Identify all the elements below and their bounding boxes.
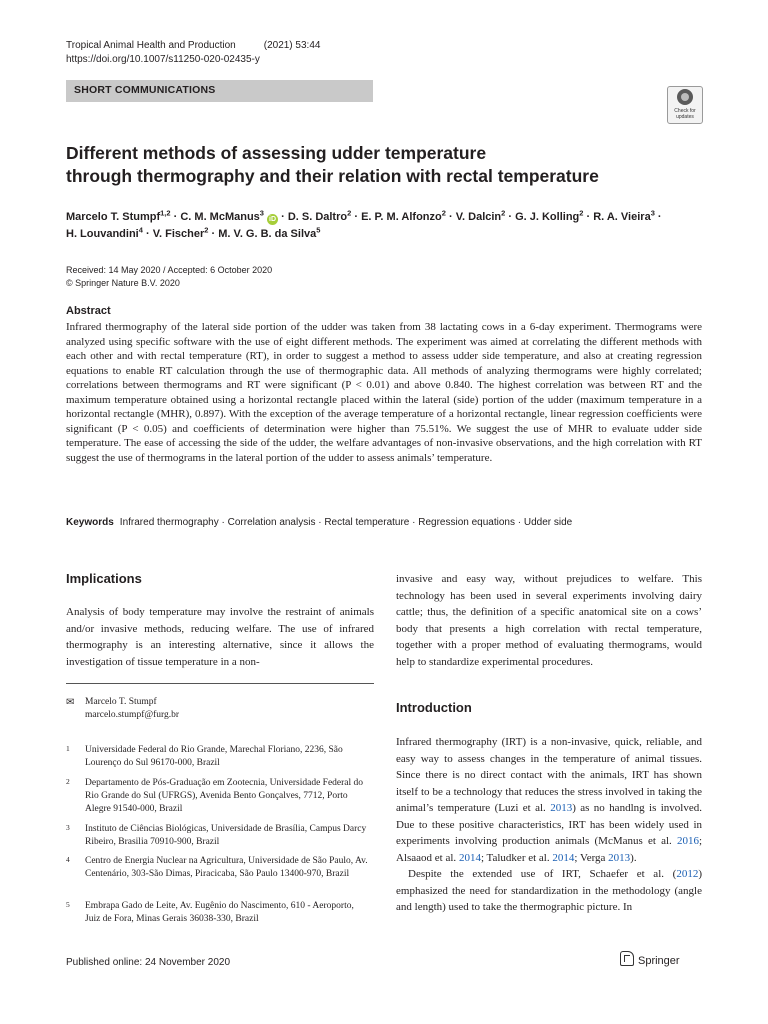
introduction-heading: Introduction — [396, 700, 472, 715]
title-line-1: Different methods of assessing udder temperature — [66, 143, 487, 163]
author-aff: 3 — [259, 208, 264, 218]
affiliation-text: Departamento de Pós-Graduação em Zootecnia, Universidade Federal do Rio Grande do Sul (UFRGS), Avenida Bento Gonçalves, 7712, Porto Alegre 91540-000, Brazil — [85, 778, 364, 814]
springer-logo — [620, 951, 680, 967]
author-name[interactable]: G. J. Kolling — [515, 211, 580, 223]
intro-text: ; Verga — [574, 851, 609, 864]
check-updates-icon — [677, 89, 693, 105]
author-name[interactable]: H. Louvandini — [66, 228, 139, 240]
author-name[interactable]: R. A. Vieira — [593, 211, 651, 223]
author-aff: 2 — [501, 208, 506, 218]
citation-link[interactable]: 2014 — [552, 851, 575, 864]
affiliation-text: Universidade Federal do Rio Grande, Marechal Floriano, 2236, São Lourenço do Sul 96170-000, Brazil — [85, 745, 343, 768]
author-aff: 2 — [347, 208, 352, 218]
author-name[interactable]: V. Fischer — [152, 228, 205, 240]
author-name[interactable]: V. Dalcin — [455, 211, 502, 223]
footnote-divider — [66, 683, 374, 684]
check-updates-line2: updates — [676, 114, 694, 120]
springer-horse-icon — [620, 951, 634, 966]
affiliation-text: Embrapa Gado de Leite, Av. Eugênio do Nascimento, 610 - Aeroporto, Juiz de Fora, Minas Gerais 36038-330, Brazil — [85, 901, 354, 924]
intro-text: ). — [630, 851, 637, 864]
abstract-heading: Abstract — [66, 305, 111, 317]
author-name[interactable]: D. S. Daltro — [287, 211, 348, 223]
citation-link[interactable]: 2016 — [676, 835, 699, 847]
author-aff: 5 — [316, 225, 321, 235]
implications-text: Analysis of body temperature may involve the restraint of animals and/or invasive methods, reducing welfare. The use of infrared thermography is an interesting alternative, since it allows the investigation of tissue temperature in a non- — [66, 606, 374, 668]
affiliation-text: Centro de Energia Nuclear na Agricultura, Universidade de São Paulo, Av. Centenário, 303-São Dimas, Piracicaba, São Paulo 13400-970, Brazil — [85, 856, 368, 879]
author-line-2: H. Louvandini$^4$ · V. Fischer$^2$ · M. V. G. B. da Silva$^5$ — [66, 225, 321, 240]
article-title — [66, 142, 706, 188]
affiliation-number: 3 — [66, 823, 70, 832]
citation-link[interactable]: 2013 — [550, 802, 573, 814]
envelope-icon: ✉ — [66, 697, 75, 708]
affiliation-number: 1 — [66, 744, 70, 753]
implications-continued: invasive and easy way, without prejudices to welfare. This technology has been used in several experiments involving dairy cattle; thus, the definition of a specific anatomical site on a cows’ body that presents a high correlation with rectal temperature, together with a proper method of evaluating thermograms, would help to standardize experimental procedures. — [396, 573, 702, 668]
author-aff: 4 — [138, 225, 143, 235]
copyright: © Springer Nature B.V. 2020 — [66, 278, 180, 288]
article-dates — [66, 264, 272, 290]
citation-link[interactable]: 2012 — [676, 868, 699, 880]
keywords-items: Infrared thermography · Correlation analysis · Rectal temperature · Regression equations · Udder side — [119, 517, 573, 528]
affiliation-text: Instituto de Ciências Biológicas, Universidade de Brasília, Campus Darcy Ribeiro, Brasilia 70910-900, Brazil — [85, 824, 367, 847]
author-line-1: Marcelo T. Stumpf$^{1,2}$ · C. M. McManus$^3$ iD · D. S. Daltro$^2$ · E. P. M. Alfonzo$^2$ · V. Dalcin$^2$ · G. J. Kolling$^2$ · R. A. Vieira$^3$ · — [66, 208, 662, 223]
author-list — [66, 209, 716, 243]
journal-name: Tropical Animal Health and Production — [66, 40, 236, 51]
orcid-icon[interactable]: iD — [269, 216, 277, 223]
author-aff: 2 — [204, 225, 209, 235]
author-aff: 1,2 — [160, 208, 171, 218]
publisher-name: Springer — [638, 955, 680, 967]
journal-volume: (2021) 53:44 — [263, 40, 321, 51]
keywords — [66, 516, 706, 530]
check-updates-line1: Check for — [674, 108, 696, 114]
corresponding-email[interactable]: marcelo.stumpf@furg.br — [85, 710, 180, 720]
published-online: Published online: 24 November 2020 — [66, 957, 230, 968]
author-aff: 3 — [650, 208, 655, 218]
intro-paragraph-1 — [396, 734, 702, 866]
intro-text: ; Alsaaod et al. — [396, 835, 702, 864]
author-name[interactable]: C. M. McManus — [180, 211, 260, 223]
author-name[interactable]: Marcelo T. Stumpf — [66, 211, 161, 223]
author-name[interactable]: E. P. M. Alfonzo — [361, 211, 442, 223]
affiliation-number: 2 — [66, 777, 70, 786]
author-aff: 2 — [441, 208, 446, 218]
citation-link[interactable]: 2013 — [608, 851, 631, 864]
doi-link[interactable]: https://doi.org/10.1007/s11250-020-02435-y — [66, 54, 260, 65]
intro-text: ) emphasized the need for standardization in the methodology (angle and length) used to take the thermographic picture. In — [396, 868, 702, 913]
intro-paragraph-2 — [396, 866, 702, 916]
keywords-label: Keywords — [66, 517, 114, 528]
author-aff: 2 — [579, 208, 584, 218]
received-accepted: Received: 14 May 2020 / Accepted: 6 October 2020 — [66, 265, 273, 275]
journal-header — [66, 39, 320, 53]
introduction-text — [396, 734, 702, 916]
implications-heading: Implications — [66, 571, 142, 586]
affiliation-number: 5 — [66, 900, 70, 909]
intro-text: Infrared thermography (IRT) is a non-invasive, quick, reliable, and easy way to assess changes in the temperature of animal tissues. Since there is no direct contact with the animals, IRT has shown itself to be a technology that reduces the stress involved in taking the animal’s temperature (Luzi et al. — [396, 736, 702, 814]
intro-text: ; Taludker et al. — [480, 851, 553, 864]
affiliation-number: 4 — [66, 855, 70, 864]
intro-text: ) as no handlng is involved. Due to these positive characteristics, IRT has been widely used in experiments involving production animals (McManus et al. — [396, 802, 702, 847]
author-name[interactable]: M. V. G. B. da Silva — [218, 228, 317, 240]
intro-text: Despite the extended use of IRT, Schaefer et al. ( — [408, 868, 677, 880]
section-label: SHORT COMMUNICATIONS — [74, 84, 216, 96]
corresponding-author: Marcelo T. Stumpf — [85, 697, 157, 707]
citation-link[interactable]: 2014 — [458, 851, 481, 864]
check-for-updates-badge[interactable] — [667, 86, 703, 124]
title-line-2: through thermography and their relation with rectal temperature — [66, 166, 599, 186]
abstract-text: Infrared thermography of the lateral side portion of the udder was taken from 38 lactating cows in a 6-day experiment. Thermograms were analyzed using specific software with the use of eight different methods. The experiment was aimed at correlating the different methods with each other and with rectal temperature (RT), in order to suggest a method to assess udder side temperature, and also at creating regression equations to enable RT calculation through the use of thermographic data. All methods of analyzing thermograms were highly correlated; correlations between thermograms and RT were significant (P < 0.01) and above 0.840. The highest correlation was between RT and the maximum temperature obtained using a horizontal rectangle placed within the lateral (side) portion of the udder (maximum temperature in a horizontal rectangle (MHR), 0.897). With the exception of the average temperature of a horizontal rectangle, linear regression coefficients were significant (P < 0.05) and coefficients of determination were higher than 75.51%. We suggest the use of MHR to evaluate udder side temperature. The ease of accessing the side of the udder, the welfare advantages of non-invasive observations, and the high correlation with RT suggest the use of thermograms in the lateral portion of the udder to assess animals’ temperature. — [66, 321, 702, 464]
section-banner — [66, 80, 373, 102]
